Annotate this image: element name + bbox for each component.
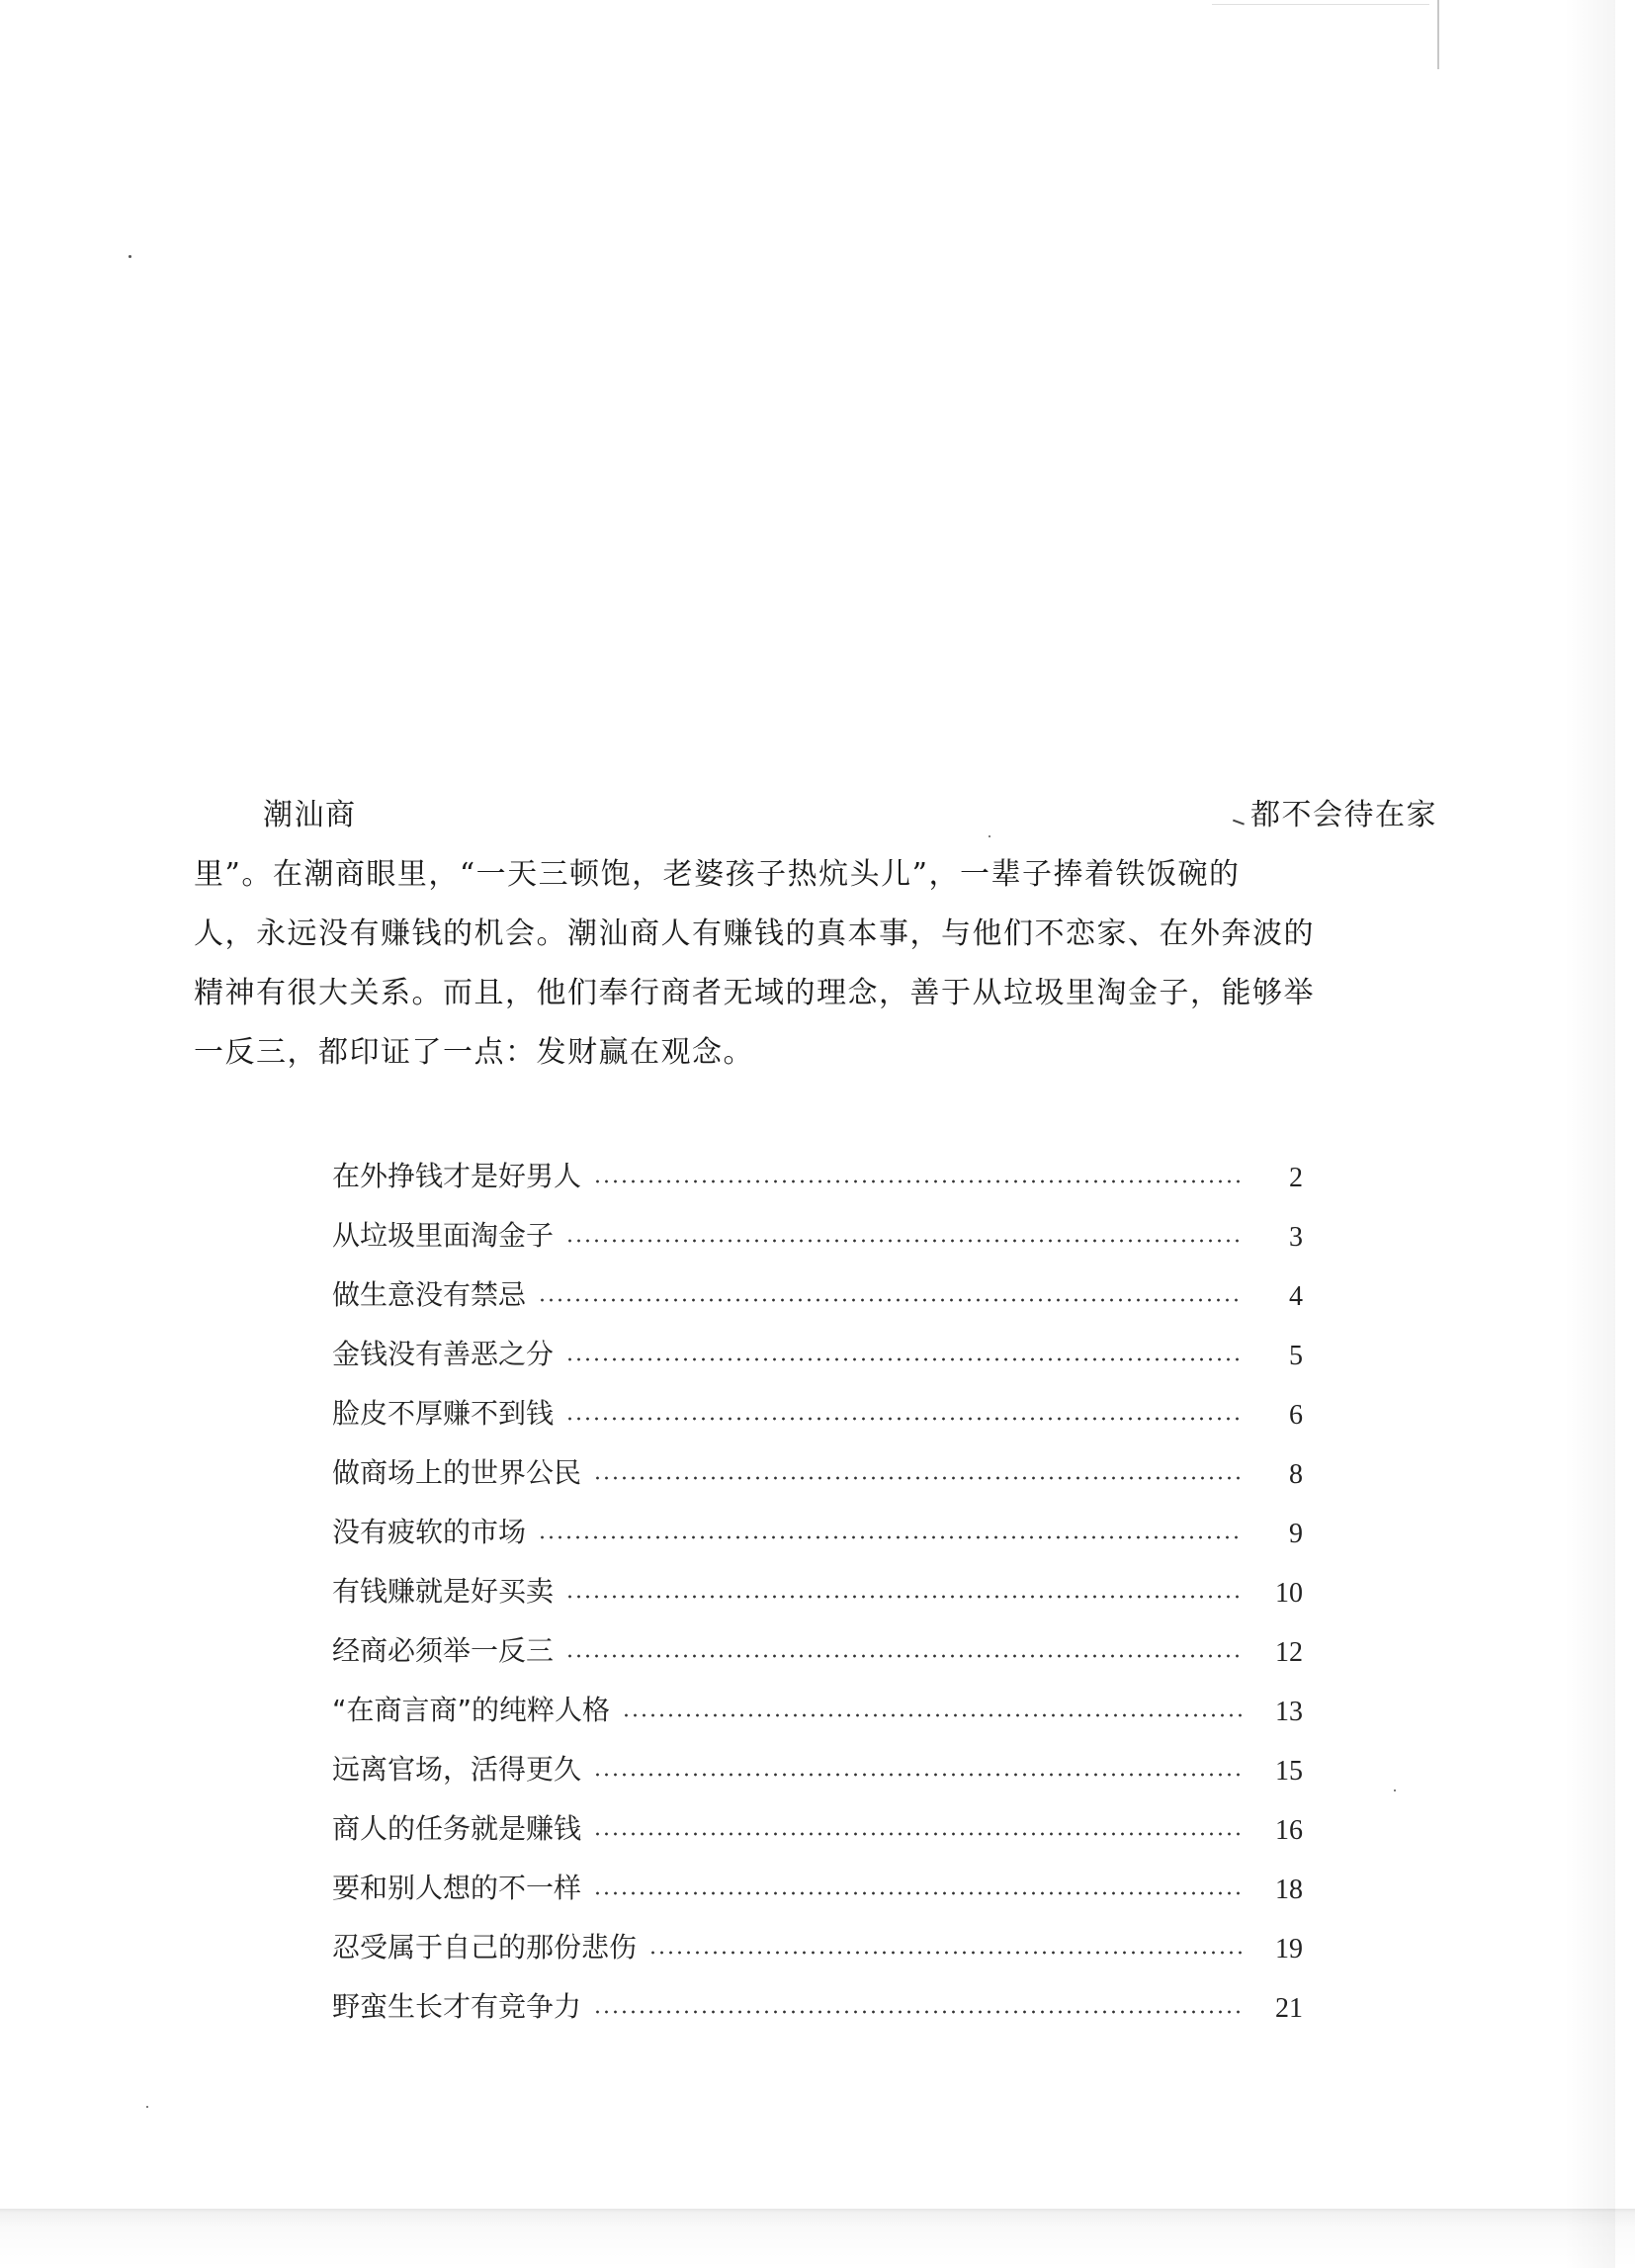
- scan-speck: [146, 2106, 148, 2108]
- toc-leader-dots: [593, 1772, 1244, 1778]
- scan-line-mark: [1437, 0, 1439, 69]
- intro-line: [194, 1023, 1437, 1083]
- toc-leader-dots: [593, 2009, 1244, 2015]
- toc-entry[interactable]: [332, 1669, 1303, 1728]
- toc-leader-dots: [565, 1653, 1244, 1659]
- toc-entry-page: 6: [1289, 1400, 1303, 1431]
- scan-gap-mark: [1233, 808, 1248, 825]
- toc-leader-dots: [648, 1950, 1244, 1956]
- toc-leader-dots: [565, 1238, 1244, 1244]
- toc-entry-title: 经商必须举一反三: [332, 1634, 555, 1667]
- toc-entry-page: 16: [1275, 1815, 1303, 1846]
- toc-entry-page: 5: [1289, 1341, 1303, 1371]
- toc-entry-title: 野蛮生长才有竞争力: [332, 1990, 582, 2023]
- toc-entry-title: 做商场上的世界公民: [332, 1456, 582, 1489]
- intro-line-fragment-text: 都不会待在家: [1250, 798, 1437, 832]
- intro-line: [194, 964, 1437, 1023]
- toc-leader-dots: [538, 1534, 1244, 1540]
- toc-entry-page: 9: [1289, 1519, 1303, 1549]
- intro-line-fragment: 潮汕商: [263, 798, 357, 832]
- intro-paragraph: [194, 786, 1437, 1083]
- toc-entry-title: 从垃圾里面淘金子: [332, 1219, 555, 1252]
- toc-entry[interactable]: [332, 1491, 1303, 1550]
- toc-entry-title: 要和别人想的不一样: [332, 1872, 582, 1904]
- toc-entry-page: 13: [1275, 1697, 1303, 1727]
- toc-leader-dots: [593, 1475, 1244, 1481]
- toc-entry-page: 12: [1275, 1637, 1303, 1668]
- toc-leader-dots: [622, 1712, 1244, 1718]
- toc-entry[interactable]: [332, 1254, 1303, 1313]
- intro-line-text: 人，永远没有赚钱的机会。潮汕商人有赚钱的真本事，与他们不恋家、在外奔波的: [194, 916, 1315, 951]
- toc-entry[interactable]: [332, 1372, 1303, 1432]
- toc-entry-title: 在外挣钱才是好男人: [332, 1160, 582, 1192]
- table-of-contents: [332, 1135, 1303, 2025]
- toc-entry-title: 商人的任务就是赚钱: [332, 1812, 582, 1845]
- toc-entry[interactable]: [332, 1194, 1303, 1254]
- toc-leader-dots: [538, 1297, 1244, 1303]
- scan-shadow-right: [1564, 0, 1615, 2268]
- intro-line: [194, 786, 1437, 845]
- scan-shadow-bottom: [0, 2209, 1635, 2268]
- toc-entry-page: 18: [1275, 1875, 1303, 1905]
- toc-leader-dots: [593, 1890, 1244, 1896]
- intro-line-fragment: [1235, 786, 1437, 845]
- toc-entry-title: 脸皮不厚赚不到钱: [332, 1397, 555, 1430]
- toc-entry[interactable]: [332, 1906, 1303, 1965]
- toc-entry[interactable]: [332, 1788, 1303, 1847]
- intro-line-text: 精神有很大关系。而且，他们奉行商者无域的理念，善于从垃圾里淘金子，能够举: [194, 976, 1315, 1010]
- toc-entry[interactable]: [332, 1313, 1303, 1372]
- toc-entry-title: “在商言商”的纯粹人格: [332, 1694, 611, 1726]
- intro-line: [194, 845, 1437, 905]
- scan-speck: [1394, 1789, 1396, 1791]
- toc-entry-title: 没有疲软的市场: [332, 1516, 527, 1548]
- toc-entry-page: 21: [1275, 1993, 1303, 2024]
- toc-entry-page: 8: [1289, 1459, 1303, 1490]
- toc-entry[interactable]: [332, 1432, 1303, 1491]
- toc-entry-page: 19: [1275, 1934, 1303, 1964]
- toc-entry-title: 做生意没有禁忌: [332, 1278, 527, 1311]
- toc-entry[interactable]: [332, 1610, 1303, 1669]
- toc-entry-title: 忍受属于自己的那份悲伤: [332, 1931, 638, 1963]
- toc-entry-page: 3: [1289, 1222, 1303, 1253]
- toc-entry-title: 金钱没有善恶之分: [332, 1338, 555, 1370]
- toc-leader-dots: [565, 1356, 1244, 1362]
- scan-line-mark: [1212, 4, 1429, 5]
- toc-entry-title: 远离官场，活得更久: [332, 1753, 582, 1786]
- toc-entry-page: 10: [1275, 1578, 1303, 1609]
- toc-entry-page: 2: [1289, 1163, 1303, 1193]
- toc-leader-dots: [593, 1178, 1244, 1184]
- intro-line-text: 一反三，都印证了一点：发财赢在观念。: [194, 1035, 754, 1070]
- intro-line: [194, 905, 1437, 964]
- toc-entry[interactable]: [332, 1550, 1303, 1610]
- toc-leader-dots: [565, 1594, 1244, 1600]
- toc-entry-page: 15: [1275, 1756, 1303, 1787]
- toc-entry[interactable]: [332, 1728, 1303, 1788]
- toc-entry[interactable]: [332, 1135, 1303, 1194]
- toc-entry[interactable]: [332, 1847, 1303, 1906]
- toc-leader-dots: [593, 1831, 1244, 1837]
- toc-entry-title: 有钱赚就是好买卖: [332, 1575, 555, 1608]
- toc-leader-dots: [565, 1416, 1244, 1422]
- toc-entry[interactable]: [332, 1965, 1303, 2025]
- toc-entry-page: 4: [1289, 1281, 1303, 1312]
- scan-speck: [129, 255, 131, 258]
- intro-line-text: 里”。在潮商眼里，“一天三顿饱，老婆孩子热炕头儿”，一辈子捧着铁饭碗的: [194, 857, 1241, 892]
